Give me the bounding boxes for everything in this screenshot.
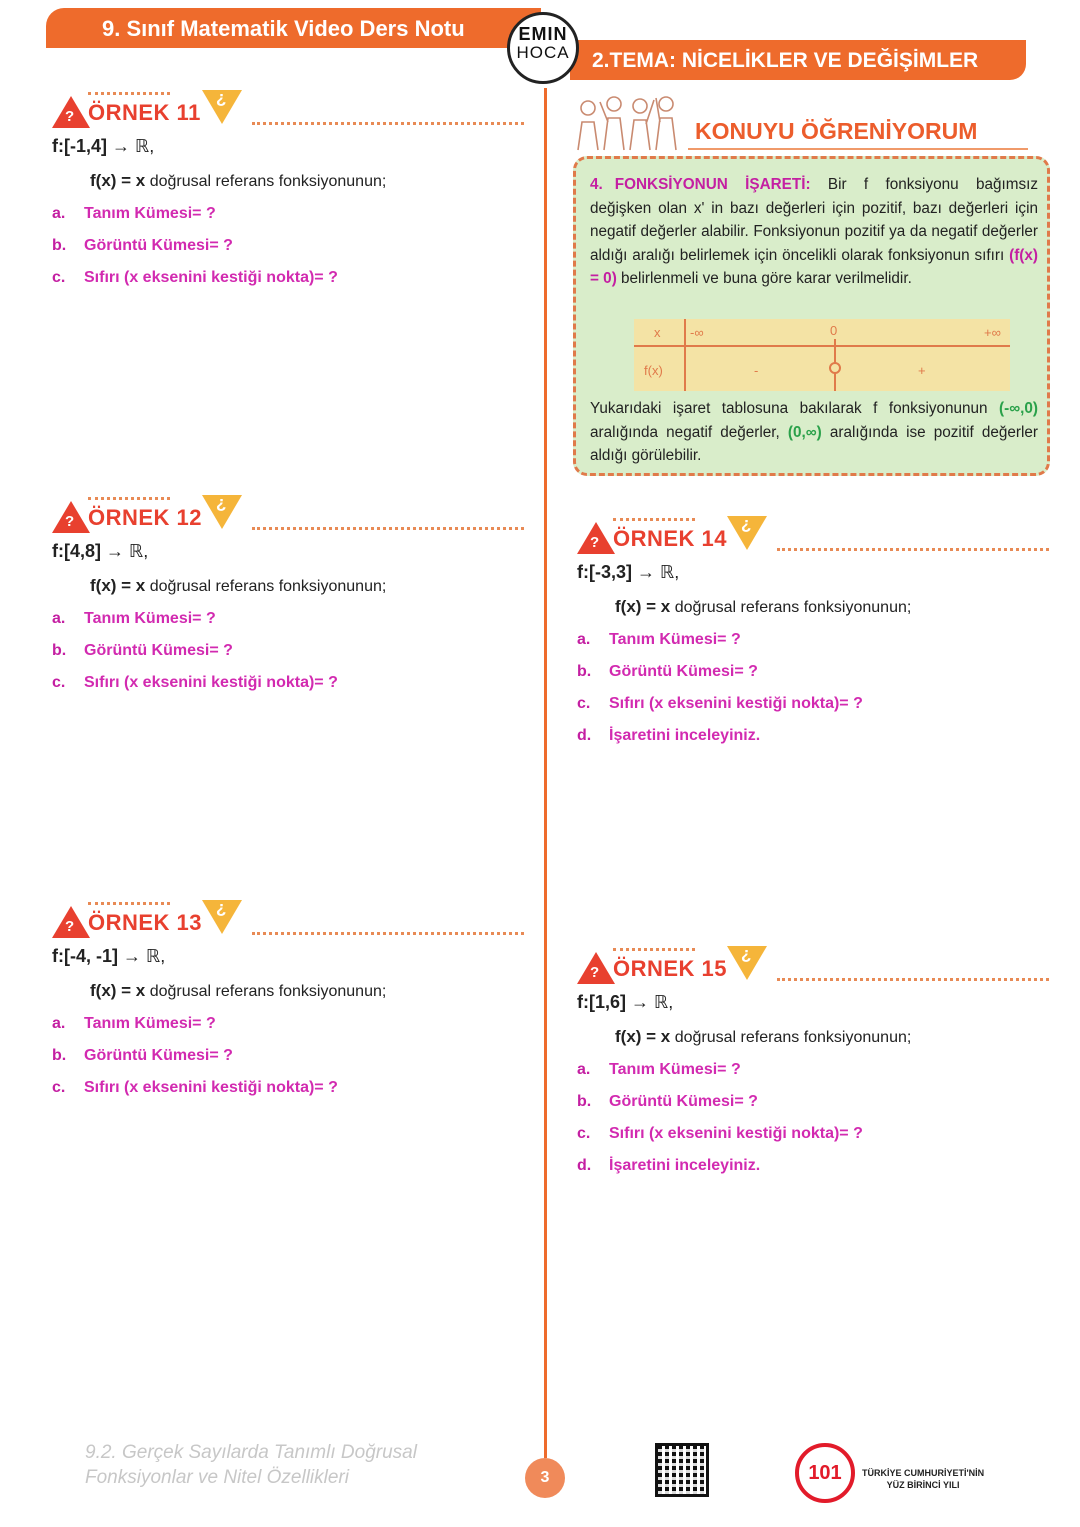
question-item: a. Tanım Kümesi= ? (52, 1015, 216, 1032)
question-item: c. Sıfırı (x eksenini kestiği nokta)= ? (52, 674, 338, 691)
sign-table-x-label: x (654, 325, 661, 340)
emin-hoca-logo (507, 12, 579, 84)
example-11 (52, 88, 532, 287)
topic-title: KONUYU ÖĞRENİYORUM (695, 118, 978, 144)
sign-table-fx-label: f(x) (644, 363, 663, 378)
dotted-line (777, 548, 1049, 551)
question-item: b. Görüntü Kümesi= ? (52, 642, 233, 659)
info-conclusion: Yukarıdaki işaret tablosuna bakılarak f fonksiyonunun (-∞,0) aralığında negatif değerler, (0,∞) aralığında ise pozitif değerler aldığı görülebilir. (590, 400, 1038, 464)
logo-top-text: EMIN (518, 24, 568, 44)
info-paragraph: 4. FONKSİYONUN İŞARETİ: Bir f fonksiyonu bağımsız değişken olan x' in bazı değerleri için pozitif, bazı değerleri için negatif değerler alabilir. Fonksiyonun pozitif ya da negatif değerler aldığı aralığı belirlemek için öncelikli olarak fonksiyonun sıfırı (f(x) = 0) belirlenmeli ve buna göre karar verilmelidir. (590, 176, 1038, 287)
dotted-line (252, 527, 524, 530)
question-item: a. Tanım Kümesi= ? (577, 1061, 741, 1078)
sign-table-zero: 0 (830, 323, 838, 338)
sign-table-positive: + (918, 363, 926, 378)
topic-header (570, 92, 1030, 152)
sign-table-pos-inf: +∞ (984, 325, 1001, 340)
info-heading: FONKSİYONUN İŞARETİ: (614, 176, 811, 193)
emblem-caption: TÜRKİYE CUMHURİYETİ'NİN YÜZ BİRİNCİ YILI (862, 1468, 985, 1490)
logo-bottom-text: HOCA (516, 43, 570, 62)
header-left-title: 9. Sınıf Matematik Video Ders Notu (102, 16, 465, 41)
question-item: c. Sıfırı (x eksenini kestiği nokta)= ? (577, 695, 863, 712)
sign-table-negative: - (754, 363, 759, 378)
example-13 (52, 898, 532, 1097)
example-title: ÖRNEK 13 (88, 910, 203, 935)
info-box (573, 156, 1050, 476)
example-title: ÖRNEK 11 (88, 100, 201, 125)
example-title: ÖRNEK 14 (613, 526, 728, 551)
dotted-line (777, 978, 1049, 981)
question-item: b. Görüntü Kümesi= ? (577, 663, 758, 680)
function-definition: f(x) = x doğrusal referans fonksiyonunun; (90, 576, 387, 595)
example-title: ÖRNEK 15 (613, 956, 728, 981)
function-domain: f:[4,8] → ℝ, (52, 541, 149, 561)
republic-101-emblem-icon: 101 (795, 1443, 855, 1503)
question-item: b. Görüntü Kümesi= ? (52, 237, 233, 254)
function-domain: f:[1,6] → ℝ, (577, 992, 674, 1012)
sign-table (634, 319, 1010, 391)
example-12 (52, 493, 532, 692)
function-definition: f(x) = x doğrusal referans fonksiyonunun; (90, 981, 387, 1000)
example-title: ÖRNEK 12 (88, 505, 203, 530)
open-circle-icon (829, 362, 841, 374)
question-item: d. İşaretini inceleyiniz. (577, 1157, 761, 1174)
students-illustration-icon (570, 92, 688, 152)
sign-table-neg-inf: -∞ (690, 325, 704, 340)
example-header: ? ÖRNEK 15 ¿ (577, 944, 1057, 988)
qr-code-icon[interactable] (655, 1443, 709, 1497)
question-item: c. Sıfırı (x eksenini kestiği nokta)= ? (52, 269, 338, 286)
header-right-title: 2.TEMA: NİCELİKLER VE DEĞİŞİMLER (592, 49, 979, 72)
function-domain: f:[-3,3] → ℝ, (577, 562, 680, 582)
question-item: d. İşaretini inceleyiniz. (577, 727, 761, 744)
page-number: 3 (525, 1458, 565, 1498)
question-item: c. Sıfırı (x eksenini kestiği nokta)= ? (577, 1125, 863, 1142)
question-item: a. Tanım Kümesi= ? (52, 610, 216, 627)
dotted-line (252, 932, 524, 935)
function-definition: f(x) = x doğrusal referans fonksiyonunun; (615, 1027, 912, 1046)
column-divider (544, 88, 547, 1458)
question-item: c. Sıfırı (x eksenini kestiği nokta)= ? (52, 1079, 338, 1096)
header-right-banner (570, 40, 1026, 80)
function-domain: f:[-1,4] → ℝ, (52, 136, 155, 156)
dotted-line (252, 122, 524, 125)
example-header: ? ÖRNEK 13 ¿ (52, 898, 532, 942)
question-item: a. Tanım Kümesi= ? (52, 205, 216, 222)
question-item: a. Tanım Kümesi= ? (577, 631, 741, 648)
header-left-banner (46, 8, 541, 48)
question-item: b. Görüntü Kümesi= ? (52, 1047, 233, 1064)
example-header: ? ÖRNEK 12 ¿ (52, 493, 532, 537)
example-14 (577, 514, 1057, 745)
function-definition: f(x) = x doğrusal referans fonksiyonunun; (615, 597, 912, 616)
example-header: ? ÖRNEK 14 ¿ (577, 514, 1057, 558)
example-header: ? ÖRNEK 11 ¿ (52, 88, 532, 132)
footer-caption: 9.2. Gerçek Sayılarda Tanımlı Doğrusal Fonksiyonlar ve Nitel Özellikleri (85, 1442, 417, 1488)
function-domain: f:[-4, -1] → ℝ, (52, 946, 166, 966)
function-definition: f(x) = x doğrusal referans fonksiyonunun; (90, 171, 387, 190)
question-item: b. Görüntü Kümesi= ? (577, 1093, 758, 1110)
example-15 (577, 944, 1057, 1175)
